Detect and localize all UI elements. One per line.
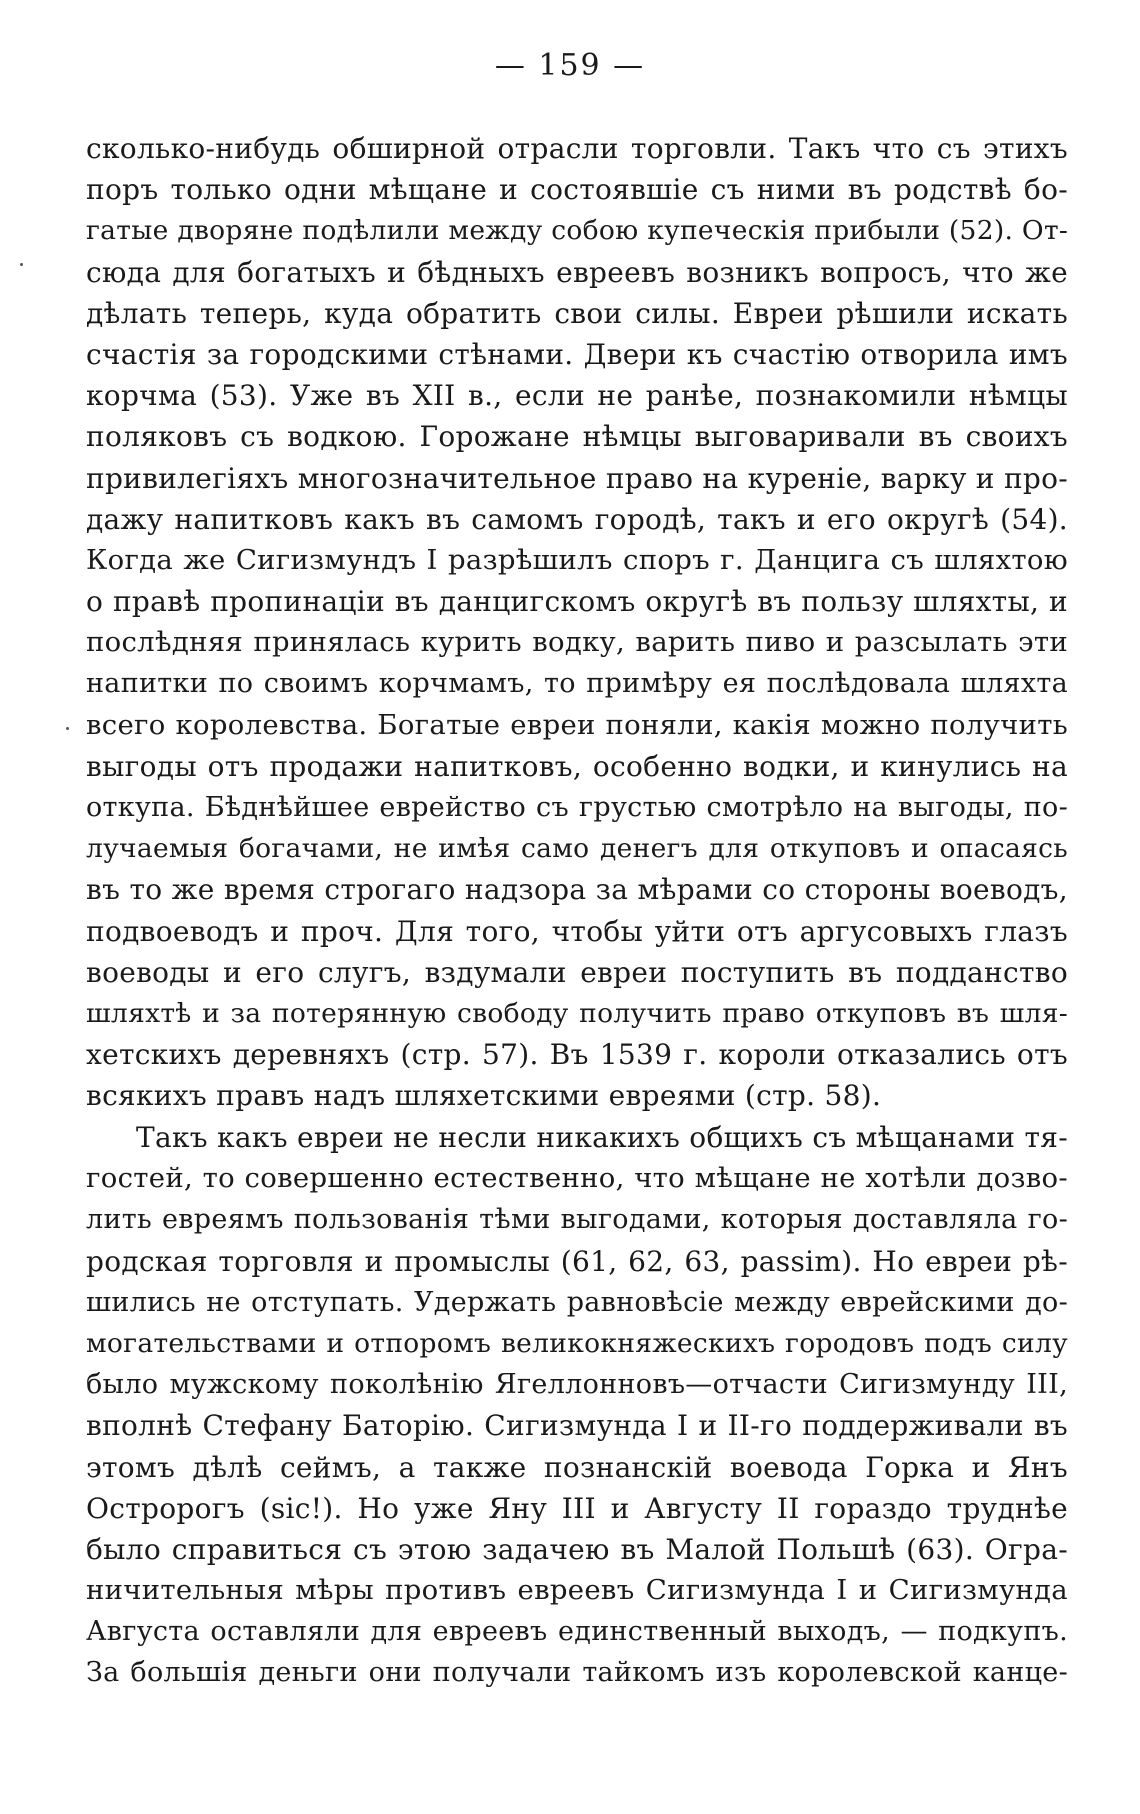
text-line: родская торговля и промыслы (61, 62, 63, passim). Но евреи рѣ- — [86, 1244, 1068, 1278]
text-line: вполнѣ Стефану Баторію. Сигизмунда I и II-го поддерживали въ — [86, 1409, 1068, 1443]
scan-speck — [66, 727, 69, 730]
text-line: воеводы и его слугъ, вздумали евреи поступить въ подданство — [86, 955, 1068, 989]
text-line: Августа оставляли для евреевъ единственный выходъ, — подкупъ. — [86, 1616, 1068, 1648]
text-line: сюда для богатыхъ и бѣдныхъ евреевъ возникъ вопросъ, что же — [86, 255, 1068, 289]
text-line: привилегіяхъ многозначительное право на куреніе, варку и про- — [86, 461, 1069, 495]
text-line: корчма (53). Уже въ XII в., если не ранѣе, познакомили нѣмцы — [86, 379, 1068, 413]
text-line: Остророгъ (sic!). Но уже Яну III и Августу II гораздо труднѣе — [86, 1491, 1068, 1525]
text-line: всякихъ правъ надъ шляхетскими евреями (стр. 58). — [86, 1079, 882, 1113]
text-line: поляковъ съ водкою. Горожане нѣмцы выговаривали въ своихъ — [86, 420, 1068, 454]
text-line: гостей, то совершенно естественно, что мѣщане не хотѣли дозво- — [86, 1162, 1068, 1195]
text-line: выгоды отъ продажи напитковъ, особенно водки, и кинулись на — [86, 749, 1068, 783]
text-line: напитки по своимъ корчмамъ, то примѣру ея послѣдовала шляхта — [86, 668, 1068, 700]
text-line: всего королевства. Богатые евреи поняли, какія можно получить — [86, 708, 1068, 741]
text-line: дѣлать теперь, куда обратить свои силы. Евреи рѣшили искать — [86, 296, 1068, 330]
scan-speck — [20, 263, 23, 266]
text-line: было мужскому поколѣнію Ягеллонновъ—отчасти Сигизмунду III, — [86, 1369, 1068, 1401]
text-line: дажу напитковъ какъ въ самомъ городѣ, такъ и его округѣ (54). — [86, 502, 1068, 536]
text-line: гатые дворяне подѣлили между собою купеческія прибыли (52). От- — [86, 215, 1069, 247]
text-line: лучаемыя богачами, не имѣя само денегъ для откуповъ и опасаясь — [86, 833, 1068, 865]
paragraph-1 — [86, 128, 1068, 1117]
text-line: поръ только одни мѣщане и состоявшіе съ ними въ родствѣ бо- — [86, 173, 1068, 207]
text-line: счастія за городскими стѣнами. Двери къ счастію отворила имъ — [86, 337, 1068, 371]
text-line: подвоеводъ и проч. Для того, чтобы уйти отъ аргусовыхъ глазъ — [86, 914, 1068, 948]
paragraph-2 — [86, 1117, 1068, 1694]
text-line: въ то же время строгаго надзора за мѣрами со стороны воеводъ, — [86, 873, 1068, 907]
text-line: За большія деньги они получали тайкомъ изъ королевской канце- — [86, 1657, 1068, 1689]
text-line: о правѣ пропинаціи въ данцигскомъ округѣ въ пользу шляхты, и — [86, 585, 1068, 619]
page-number: — 159 — — [494, 48, 646, 83]
text-line: послѣдняя принялась курить водку, варить пиво и разсылать эти — [86, 626, 1068, 659]
text-line: сколько-нибудь обширной отрасли торговли. Такъ что съ этихъ — [86, 132, 1068, 165]
text-line: шляхтѣ и за потерянную свободу получить право откуповъ въ шля- — [86, 997, 1068, 1029]
text-line: ничительныя мѣры противъ евреевъ Сигизмунда I и Сигизмунда — [86, 1574, 1068, 1607]
text-line: этомъ дѣлѣ сеймъ, а также познанскій воевода Горка и Янъ — [86, 1450, 1068, 1484]
text-line: Когда же Сигизмундъ I разрѣшилъ споръ г. Данцига съ шляхтою — [86, 543, 1068, 576]
text-line: откупа. Бѣднѣйшее еврейство съ грустью смотрѣло на выгоды, по- — [86, 792, 1068, 823]
text-line: лить евреямъ пользованія тѣми выгодами, которыя доставляла го- — [86, 1204, 1068, 1236]
text-line: Такъ какъ евреи не несли никакихъ общихъ съ мѣщанами тя- — [136, 1121, 1068, 1154]
text-line: было справиться съ этою задачею въ Малой Польшѣ (63). Огра- — [86, 1532, 1068, 1566]
text-line: хетскихъ деревняхъ (стр. 57). Въ 1539 г. короли отказались отъ — [86, 1038, 1068, 1072]
text-line: шились не отступать. Удержать равновѣсіе между еврейскими до- — [86, 1286, 1068, 1318]
text-line: могательствами и отпоромъ великокняжескихъ городовъ подъ силу — [86, 1327, 1068, 1359]
